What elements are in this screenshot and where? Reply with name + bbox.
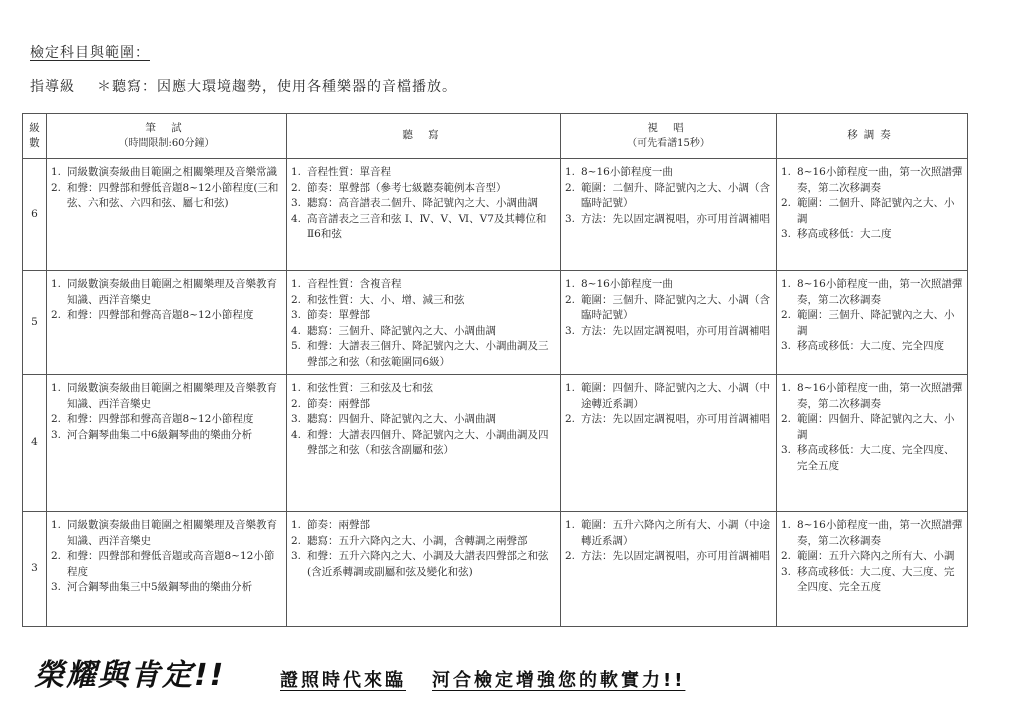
- item-number: 3.: [781, 228, 792, 240]
- item-text: 8~16小節程度一曲，第一次照譜彈奏，第二次移調奏: [797, 382, 963, 410]
- page-heading: 檢定科目與範圍：: [30, 45, 150, 61]
- header-level-text: 級數: [29, 121, 40, 149]
- item-text: 8~16小節程度一曲，第一次照譜彈奏，第二次移調奏: [797, 278, 963, 306]
- item-text: 聽寫：五升六降內之大、小調，含轉調之兩聲部: [307, 534, 528, 547]
- list-item: [565, 277, 772, 293]
- list-item: [291, 428, 556, 459]
- item-text: 方法：先以固定調視唱，亦可用首調補唱: [581, 413, 770, 425]
- list-item: [291, 339, 556, 370]
- transpose-list: [781, 277, 963, 355]
- dictation-list: [291, 381, 556, 459]
- sight-list: [565, 381, 772, 428]
- list-item: [565, 518, 772, 549]
- list-item: [565, 324, 772, 340]
- item-text: 和聲：四聲部和聲高音題8~12小節程度: [67, 413, 254, 425]
- item-number: 1.: [565, 278, 576, 290]
- level-cell: 5: [23, 271, 47, 375]
- list-item: [565, 293, 772, 324]
- transpose-cell: [777, 512, 968, 627]
- item-text: 範圍：二個升、降記號內之大、小調（含臨時記號）: [581, 181, 770, 209]
- list-item: [565, 212, 772, 228]
- transpose-list: [781, 381, 963, 474]
- list-item: [291, 324, 556, 340]
- list-item: [51, 308, 282, 324]
- list-item: [781, 339, 963, 355]
- table-row: [23, 271, 968, 375]
- list-item: [781, 518, 963, 549]
- item-number: 5.: [291, 340, 302, 352]
- list-item: [51, 549, 282, 580]
- list-item: [51, 518, 282, 549]
- list-item: [291, 293, 556, 309]
- list-item: [781, 412, 963, 443]
- item-number: 2.: [291, 397, 302, 410]
- item-number: 1.: [51, 278, 62, 290]
- item-text: 節奏：兩聲部: [307, 397, 370, 410]
- dictation-list: [291, 277, 556, 370]
- item-number: 3.: [781, 565, 792, 578]
- list-item: [291, 165, 556, 181]
- item-text: 範圍：三個升、降記號內之大、小調: [797, 309, 955, 337]
- written-list: [51, 277, 282, 324]
- item-number: 2.: [51, 181, 62, 194]
- list-item: [291, 181, 556, 197]
- dictation-list: [291, 165, 556, 243]
- item-number: 4.: [291, 212, 302, 225]
- item-text: 聽寫：三個升、降記號內之大、小調曲調: [307, 324, 496, 337]
- item-number: 2.: [291, 181, 302, 194]
- item-number: 3.: [781, 444, 792, 456]
- item-number: 2.: [781, 550, 792, 562]
- item-text: 河合鋼琴曲集三中5級鋼琴曲的樂曲分析: [67, 581, 253, 593]
- item-number: 3.: [781, 340, 792, 352]
- footer-slogan: 榮耀與肯定!!: [34, 658, 226, 693]
- list-item: [291, 412, 556, 428]
- dictation-cell: [287, 159, 561, 271]
- item-number: 1.: [781, 519, 792, 531]
- item-number: 2.: [565, 293, 576, 306]
- written-cell: [47, 271, 287, 375]
- list-item: [781, 227, 963, 243]
- list-item: [291, 277, 556, 293]
- item-text: 節奏：兩聲部: [307, 519, 370, 531]
- written-list: [51, 518, 282, 596]
- item-number: 2.: [565, 413, 576, 425]
- header-sight-text: 視 唱: [647, 121, 690, 134]
- item-number: 1.: [51, 519, 62, 531]
- item-text: 節奏：單聲部: [307, 309, 370, 321]
- item-text: 和聲：四聲部和聲高音題8~12小節程度: [67, 309, 254, 321]
- dictation-note: ＊聽寫：因應大環境趨勢，使用各種樂器的音檔播放。: [97, 79, 457, 95]
- item-text: 範圍：四個升、降記號內之大、小調（中途轉近系調）: [581, 382, 770, 410]
- written-list: [51, 165, 282, 212]
- dictation-cell: [287, 512, 561, 627]
- list-item: [781, 549, 963, 565]
- item-number: 1.: [565, 519, 576, 531]
- item-text: 移高或移低：大二度、完全四度: [797, 340, 944, 352]
- item-number: 3.: [51, 428, 62, 441]
- header-sight-sub: （可先看譜15秒）: [627, 138, 710, 149]
- item-text: 高音譜表之三音和弦 Ⅰ、Ⅳ、Ⅴ、Ⅵ、Ⅴ7及其轉位和Ⅱ6和弦: [307, 212, 547, 240]
- item-text: 和聲：大譜表四個升、降記號內之大、小調曲調及四聲部之和弦（和弦含副屬和弦）: [307, 428, 549, 456]
- item-text: 聽寫：四個升、降記號內之大、小調曲調: [307, 413, 496, 425]
- item-number: 3.: [291, 550, 302, 562]
- list-item: [565, 549, 772, 565]
- item-number: 2.: [565, 181, 576, 194]
- item-text: 移高或移低：大二度、大三度、完全四度、完全五度: [797, 565, 955, 593]
- item-number: 2.: [51, 550, 62, 562]
- header-written-text: 筆 試: [145, 121, 188, 134]
- item-text: 同級數演奏級曲目範圍之相關樂理及音樂教育知識、西洋音樂史: [67, 278, 277, 306]
- item-number: 1.: [291, 382, 302, 394]
- item-text: 範圍：三個升、降記號內之大、小調（含臨時記號）: [581, 293, 770, 321]
- item-number: 2.: [781, 413, 792, 425]
- item-number: 3.: [291, 413, 302, 425]
- exam-scope-table: [22, 113, 968, 627]
- header-written: [47, 114, 287, 159]
- list-item: [51, 428, 282, 444]
- item-number: 1.: [51, 382, 62, 394]
- header-transpose-text: 移調奏: [847, 129, 897, 142]
- item-number: 1.: [565, 382, 576, 394]
- item-text: 和弦性質：大、小、增、減三和弦: [307, 293, 465, 306]
- item-number: 1.: [51, 166, 62, 178]
- transpose-cell: [777, 375, 968, 512]
- item-text: 和聲：四聲部和聲低音題8~12小節程度(三和弦、六和弦、六四和弦、屬七和弦): [67, 181, 279, 209]
- header-written-sub: （時間限制:60分鐘）: [118, 138, 215, 149]
- item-number: 2.: [781, 197, 792, 209]
- list-item: [291, 212, 556, 243]
- item-text: 8~16小節程度一曲: [581, 278, 673, 290]
- footer-tagline: [280, 666, 685, 692]
- item-text: 和聲：五升六降內之大、小調及大譜表四聲部之和弦(含近系轉調或副屬和弦及變化和弦): [307, 550, 549, 578]
- sight-cell: [561, 271, 777, 375]
- list-item: [291, 534, 556, 550]
- item-text: 移高或移低：大二度: [797, 228, 892, 240]
- item-text: 和聲：大譜表三個升、降記號內之大、小調曲調及三聲部之和弦（和弦範圍同6級）: [307, 340, 549, 368]
- item-text: 範圍：四個升、降記號內之大、小調: [797, 413, 955, 441]
- header-sight: [561, 114, 777, 159]
- transpose-list: [781, 518, 963, 596]
- item-text: 聽寫：高音譜表二個升、降記號內之大、小調曲調: [307, 197, 538, 209]
- subheading: [30, 76, 457, 96]
- level-cell: 6: [23, 159, 47, 271]
- item-number: 3.: [565, 324, 576, 337]
- written-cell: [47, 159, 287, 271]
- item-number: 3.: [51, 581, 62, 593]
- level-label: 指導級: [30, 79, 75, 95]
- list-item: [781, 565, 963, 596]
- transpose-cell: [777, 159, 968, 271]
- item-text: 同級數演奏級曲目範圍之相關樂理及音樂教育知識、西洋音樂史: [67, 382, 277, 410]
- list-item: [781, 165, 963, 196]
- list-item: [51, 412, 282, 428]
- list-item: [781, 381, 963, 412]
- item-text: 8~16小節程度一曲，第一次照譜彈奏，第二次移調奏: [797, 519, 963, 547]
- list-item: [51, 181, 282, 212]
- list-item: [781, 196, 963, 227]
- item-text: 同級數演奏級曲目範圍之相關樂理及音樂常識: [67, 166, 277, 178]
- item-text: 和聲：四聲部和聲低音題或高音題8~12小節程度: [67, 550, 275, 578]
- item-text: 方法：先以固定調視唱，亦可用首調補唱: [581, 324, 770, 337]
- item-number: 3.: [565, 212, 576, 225]
- header-dictation: [287, 114, 561, 159]
- item-number: 2.: [291, 293, 302, 306]
- sight-cell: [561, 375, 777, 512]
- written-cell: [47, 375, 287, 512]
- table-header-row: [23, 114, 968, 159]
- table-row: [23, 375, 968, 512]
- header-dictation-text: 聽 寫: [402, 129, 445, 142]
- written-cell: [47, 512, 287, 627]
- dictation-cell: [287, 271, 561, 375]
- transpose-list: [781, 165, 963, 243]
- list-item: [291, 549, 556, 580]
- item-text: 8~16小節程度一曲: [581, 166, 673, 178]
- list-item: [781, 277, 963, 308]
- item-text: 方法：先以固定調視唱，亦可用首調補唱: [581, 550, 770, 562]
- table-row: [23, 512, 968, 627]
- item-number: 1.: [291, 519, 302, 531]
- table-row: [23, 159, 968, 271]
- item-text: 河合鋼琴曲集二中6級鋼琴曲的樂曲分析: [67, 428, 253, 441]
- item-text: 範圍：五升六降內之所有大、小調: [797, 550, 955, 562]
- item-text: 音程性質：含複音程: [307, 278, 402, 290]
- item-number: 1.: [291, 166, 302, 178]
- sight-cell: [561, 512, 777, 627]
- item-text: 範圍：二個升、降記號內之大、小調: [797, 197, 955, 225]
- list-item: [51, 277, 282, 308]
- written-list: [51, 381, 282, 443]
- sight-list: [565, 518, 772, 565]
- item-text: 音程性質：單音程: [307, 166, 391, 178]
- sight-list: [565, 165, 772, 227]
- list-item: [291, 518, 556, 534]
- item-number: 4.: [291, 428, 302, 441]
- item-text: 8~16小節程度一曲，第一次照譜彈奏，第二次移調奏: [797, 166, 963, 194]
- item-number: 2.: [565, 550, 576, 562]
- item-number: 2.: [781, 309, 792, 321]
- list-item: [291, 308, 556, 324]
- item-number: 1.: [291, 278, 302, 290]
- list-item: [565, 181, 772, 212]
- footer-tagline-part1: 證照時代來臨: [280, 670, 406, 691]
- list-item: [51, 165, 282, 181]
- list-item: [781, 443, 963, 474]
- item-number: 2.: [51, 309, 62, 321]
- dictation-cell: [287, 375, 561, 512]
- item-text: 節奏：單聲部（參考七級聽奏範例本音型）: [307, 181, 507, 194]
- sight-list: [565, 277, 772, 339]
- list-item: [51, 381, 282, 412]
- item-number: 3.: [291, 197, 302, 209]
- item-number: 1.: [781, 278, 792, 290]
- list-item: [565, 381, 772, 412]
- list-item: [565, 412, 772, 428]
- list-item: [51, 580, 282, 596]
- item-number: 3.: [291, 309, 302, 321]
- item-number: 1.: [781, 166, 792, 178]
- item-number: 2.: [51, 413, 62, 425]
- item-number: 1.: [565, 166, 576, 178]
- footer-tagline-part2: 河合檢定增強您的軟實力!!: [432, 670, 686, 691]
- list-item: [565, 165, 772, 181]
- level-cell: 4: [23, 375, 47, 512]
- item-number: 1.: [781, 382, 792, 394]
- item-text: 範圍：五升六降內之所有大、小調（中途轉近系調）: [581, 519, 770, 547]
- sight-cell: [561, 159, 777, 271]
- item-number: 2.: [291, 534, 302, 547]
- dictation-list: [291, 518, 556, 580]
- item-text: 和弦性質：三和弦及七和弦: [307, 382, 433, 394]
- header-level: [23, 114, 47, 159]
- list-item: [291, 397, 556, 413]
- header-transpose: [777, 114, 968, 159]
- item-text: 移高或移低：大二度、完全四度、完全五度: [797, 444, 955, 472]
- list-item: [781, 308, 963, 339]
- item-text: 同級數演奏級曲目範圍之相關樂理及音樂教育知識、西洋音樂史: [67, 519, 277, 547]
- transpose-cell: [777, 271, 968, 375]
- item-number: 4.: [291, 324, 302, 337]
- level-cell: 3: [23, 512, 47, 627]
- item-text: 方法：先以固定調視唱，亦可用首調補唱: [581, 212, 770, 225]
- list-item: [291, 381, 556, 397]
- list-item: [291, 196, 556, 212]
